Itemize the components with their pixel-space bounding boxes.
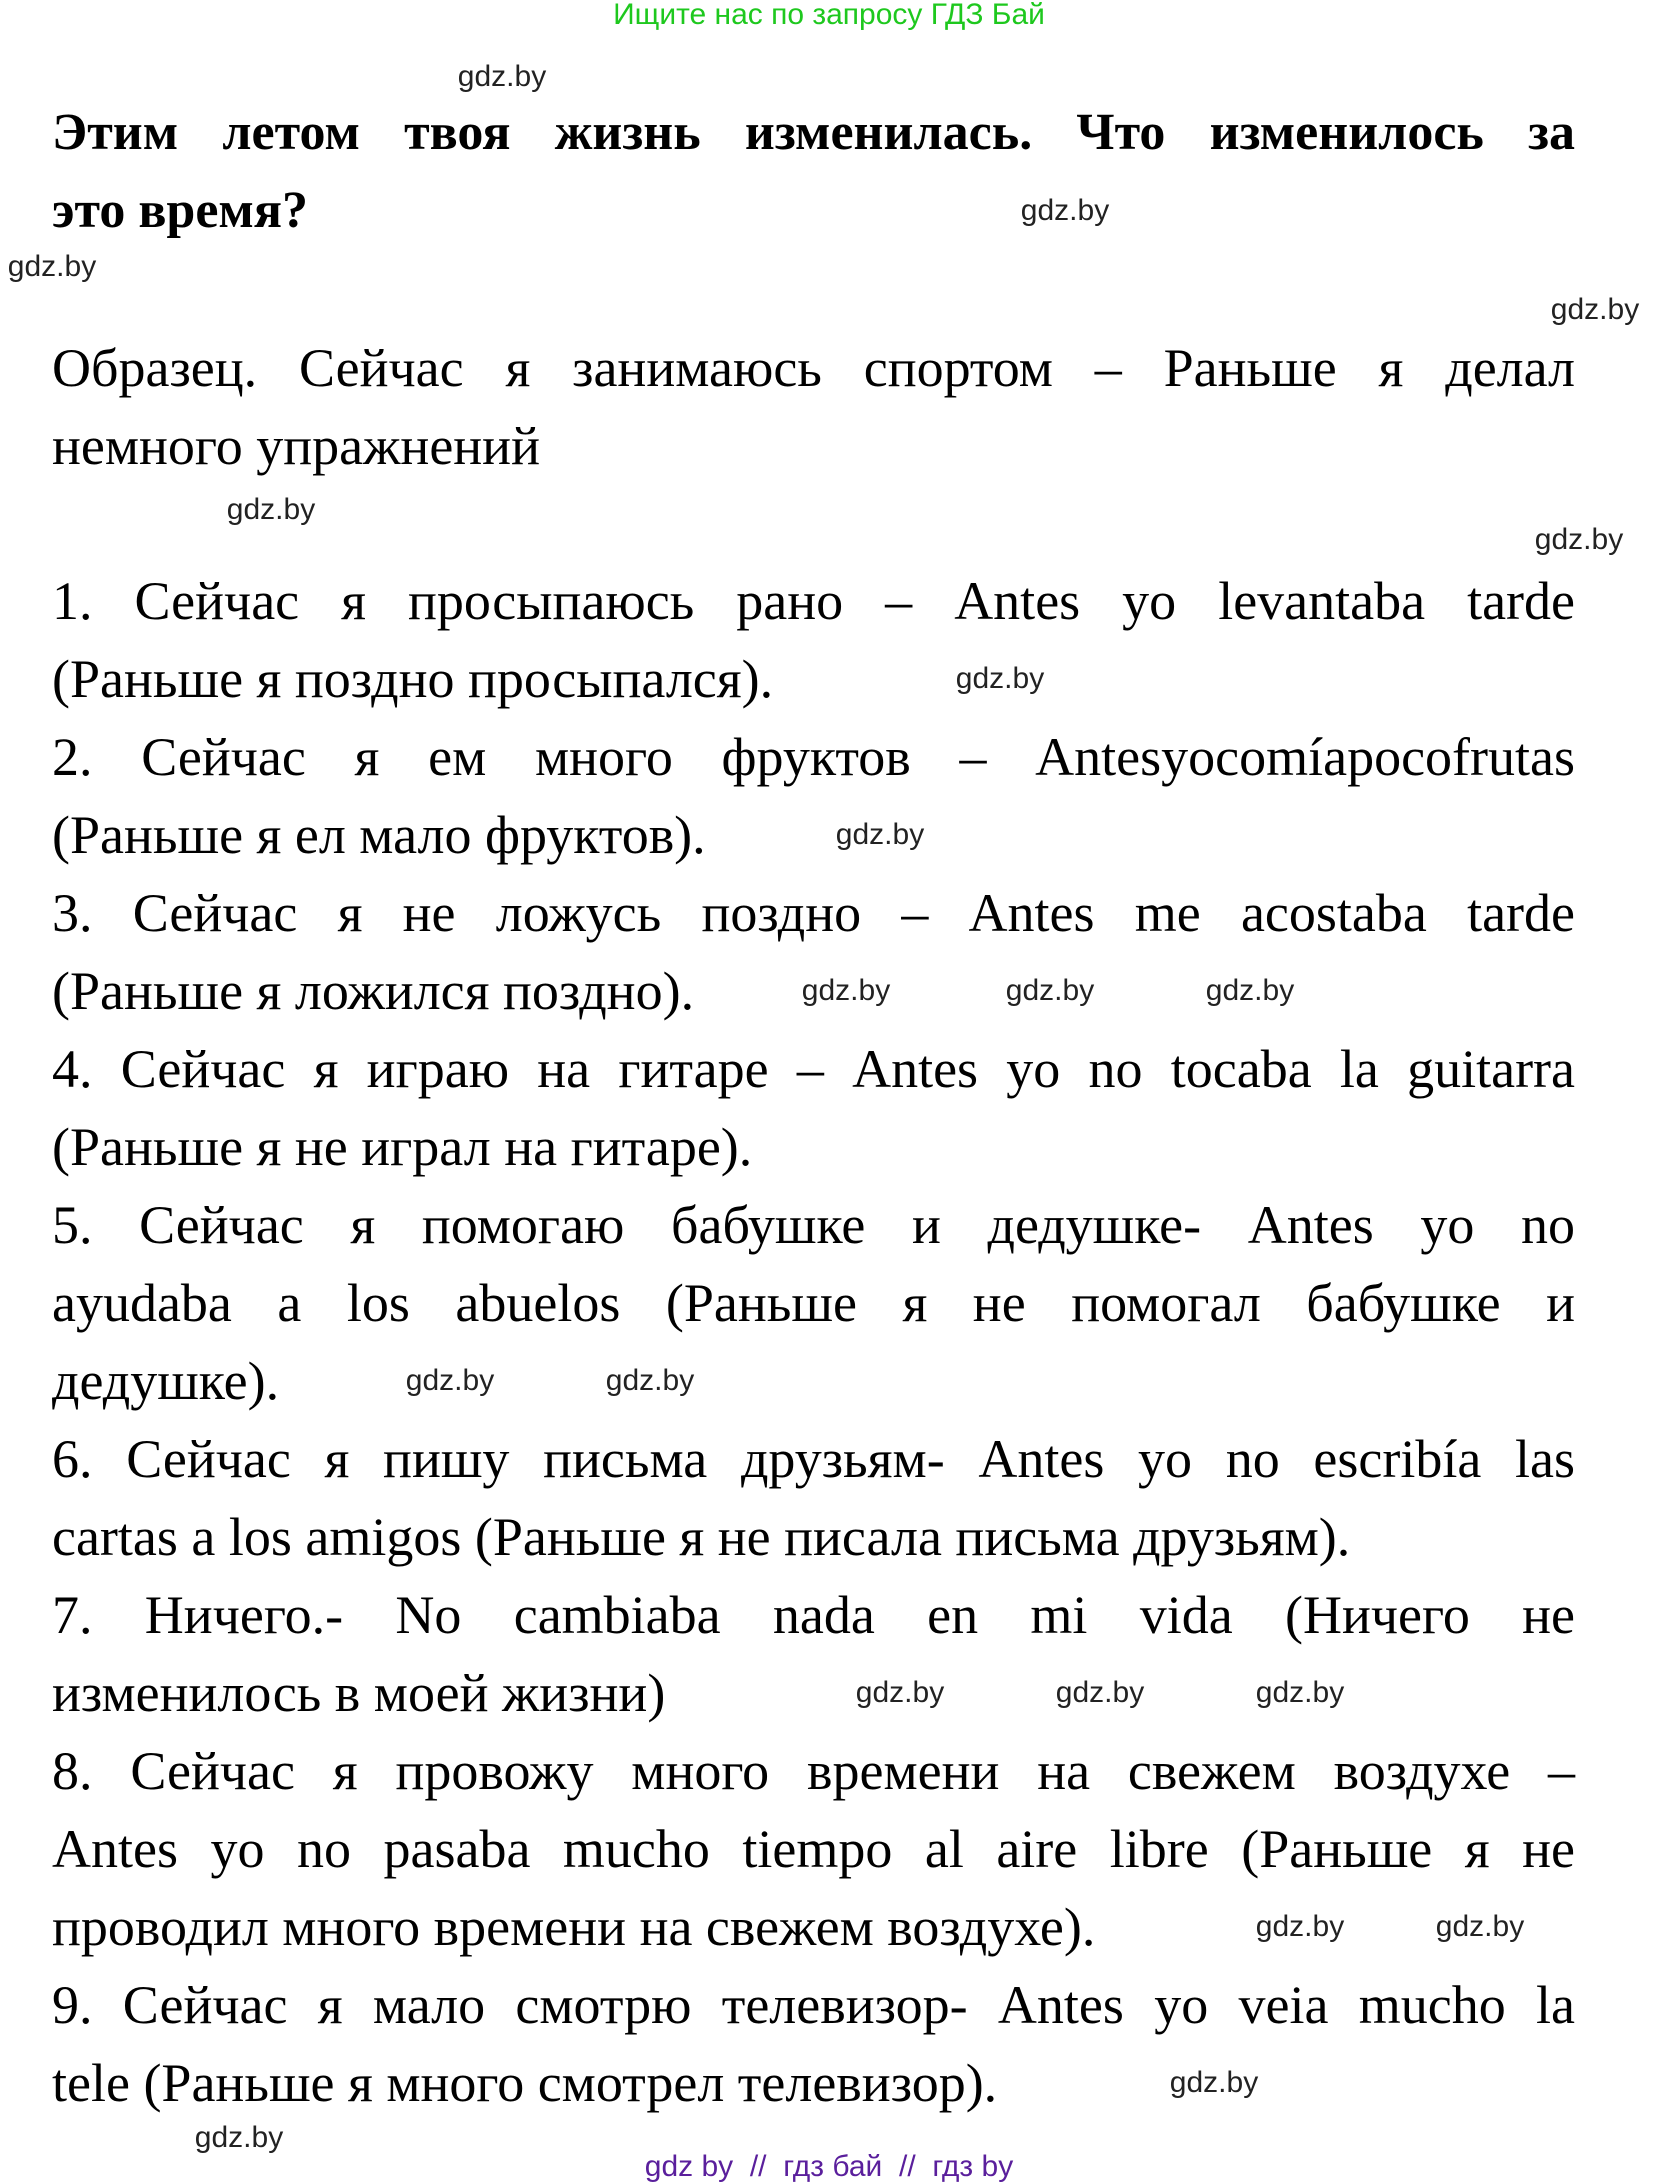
list-item-line: дедушке). [52,1351,280,1411]
sample-answer [52,329,1575,485]
footer-links: gdz by // гдз бай // гдз by [644,2150,1014,2183]
watermark-text: gdz.by [955,662,1045,695]
watermark-text: gdz.by [457,60,547,93]
list-item-line: 5. Сейчас я помогаю бабушке и дедушке- Antes yo no [52,1195,1575,1255]
sample-line: немного упражнений [52,416,540,476]
list-item [52,562,1575,718]
watermark-text: gdz.by [1435,1910,1525,1943]
list-item-line: 9. Сейчас я мало смотрю телевизор- Antes yo veia mucho la [52,1975,1575,2035]
list-item-line: tele (Раньше я много смотрел телевизор). [52,2053,998,2113]
watermark-text: gdz.by [1020,194,1110,227]
list-item-line: (Раньше я не играл на гитаре). [52,1117,753,1177]
watermark-text: gdz.by [1534,523,1624,556]
list-item-line: (Раньше я ложился поздно). [52,961,695,1021]
watermark-text: gdz.by [801,974,891,1007]
list-item-line: 1. Сейчас я просыпаюсь рано – Antes yo levantaba tarde [52,571,1575,631]
list-item [52,1966,1575,2122]
list-item-line: 2. Сейчас я ем много фруктов – Antesyocomíapocofrutas [52,727,1575,787]
watermark-text: gdz.by [1005,974,1095,1007]
list-item [52,718,1575,874]
list-item-line: (Раньше я поздно просыпался). [52,649,774,709]
list-item-line: 7. Ничего.- No cambiaba nada en mi vida (Ничего не [52,1585,1575,1645]
watermark-text: gdz.by [1550,293,1640,326]
list-item-line: cartas a los amigos (Раньше я не писала письма друзьям). [52,1507,1351,1567]
watermark-text: gdz.by [835,818,925,851]
list-item [52,1420,1575,1576]
list-item-line: 8. Сейчас я провожу много времени на свежем воздухе – [52,1741,1575,1801]
watermark-text: gdz.by [7,250,97,283]
list-item [52,1030,1575,1186]
watermark-text: gdz.by [194,2121,284,2154]
watermark-text: gdz.by [605,1364,695,1397]
watermark-text: gdz.by [405,1364,495,1397]
watermark-text: gdz.by [1255,1910,1345,1943]
watermark-text: gdz.by [226,493,316,526]
title-line: это время? [52,182,308,239]
list-item-line: 4. Сейчас я играю на гитаре – Antes yo no tocaba la guitarra [52,1039,1575,1099]
list-item-line: ayudaba a los abuelos (Раньше я не помогал бабушке и [52,1273,1575,1333]
list-item-line: 3. Сейчас я не ложусь поздно – Antes me acostaba tarde [52,883,1575,943]
list-item [52,1576,1575,1732]
watermark-text: gdz.by [1205,974,1295,1007]
search-hint-banner: Ищите нас по запросу ГДЗ Бай [613,0,1045,31]
list-item [52,1732,1575,1966]
watermark-text: gdz.by [1255,1676,1345,1709]
list-item-line: изменилось в моей жизни) [52,1663,666,1723]
exercise-title [52,94,1575,250]
watermark-text: gdz.by [1169,2066,1259,2099]
sample-line: Образец. Сейчас я занимаюсь спортом – Раньше я делал [52,338,1575,398]
list-item-line: проводил много времени на свежем воздухе). [52,1897,1096,1957]
list-item-line: (Раньше я ел мало фруктов). [52,805,706,865]
answer-list [52,562,1575,2122]
list-item [52,1186,1575,1420]
list-item-line: 6. Сейчас я пишу письма друзьям- Antes yo no escribía las [52,1429,1575,1489]
watermark-text: gdz.by [855,1676,945,1709]
title-line: Этим летом твоя жизнь изменилась. Что изменилось за [52,104,1575,161]
list-item-line: Antes yo no pasaba mucho tiempo al aire libre (Раньше я не [52,1819,1575,1879]
watermark-text: gdz.by [1055,1676,1145,1709]
